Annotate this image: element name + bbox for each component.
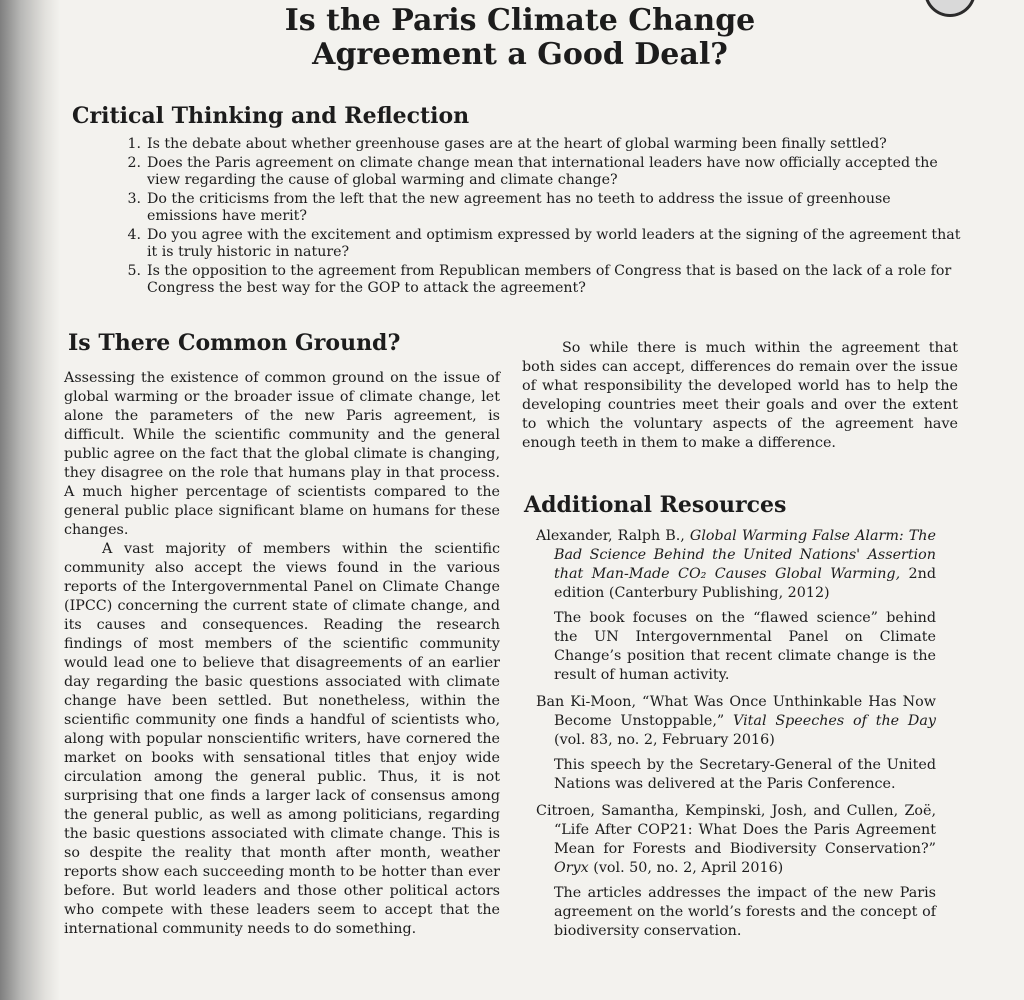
common-ground-heading: Is There Common Ground? xyxy=(68,330,401,356)
question-text: Does the Paris agreement on climate change mean that international leaders have now officially accepted the view regarding the cause of global warming and climate change? xyxy=(147,154,938,188)
question-item xyxy=(115,155,965,190)
resource-details: (vol. 83, no. 2, February 2016) xyxy=(554,732,775,748)
resources-list xyxy=(536,527,936,949)
page-corner-mark xyxy=(924,0,976,17)
question-item xyxy=(115,227,965,262)
resource-author: Ban Ki-Moon, “What Was Once Unthinkable Has Now Become Unstoppable,” xyxy=(536,694,936,729)
body-paragraph: Assessing the existence of common ground on the issue of global warming or the broader issue of climate change, let alone the parameters of the new Paris agreement, is difficult. While the scientific community and the general public agree on the fact that the global climate is changing, they disagree on the role that humans play in that process. A much higher percentage of scientists compared to the general public place significant blame on humans for these changes. xyxy=(64,370,500,538)
common-ground-left-column xyxy=(64,369,500,939)
resource-details: (vol. 50, no. 2, April 2016) xyxy=(588,860,784,876)
body-paragraph: So while there is much within the agreement that both sides can accept, differences do remain over the issue of what responsibility the developed world has to help the developing countries meet their goals and over the extent to which the voluntary aspects of the agreement have enough teeth in them to make a difference. xyxy=(522,340,958,451)
question-text: Is the opposition to the agreement from Republican members of Congress that is based on the lack of a role for Congress the best way for the GOP to attack the agreement? xyxy=(147,262,952,296)
resource-description: This speech by the Secretary-General of the United Nations was delivered at the Paris Conference. xyxy=(554,757,936,792)
resource-citation xyxy=(536,693,936,750)
question-item xyxy=(115,136,965,154)
question-text: Is the debate about whether greenhouse gases are at the heart of global warming been finally settled? xyxy=(147,136,887,152)
question-text: Do the criticisms from the left that the new agreement has no teeth to address the issue of greenhouse emissions have merit? xyxy=(147,190,891,224)
resource-entry xyxy=(536,693,936,794)
resource-details: 2nd edition (Canterbury Publishing, 2012) xyxy=(554,566,936,601)
resource-author: Citroen, Samantha, Kempinski, Josh, and Cullen, Zoë, “Life After COP21: What Does the Paris Agreement Mean for Forests and Biodiversity Conservation?” xyxy=(536,803,936,857)
resource-description: The articles addresses the impact of the new Paris agreement on the world’s forests and the concept of biodiversity conservation. xyxy=(554,885,936,939)
question-item xyxy=(115,191,965,226)
resource-entry xyxy=(536,527,936,685)
question-number: 4. xyxy=(127,226,141,243)
page-title xyxy=(130,4,910,72)
resource-citation xyxy=(536,527,936,603)
additional-resources-heading: Additional Resources xyxy=(524,492,787,518)
question-number: 2. xyxy=(127,154,141,171)
page-binding-shadow xyxy=(0,0,60,1000)
question-text: Do you agree with the excitement and optimism expressed by world leaders at the signing of the agreement that it is truly historic in nature? xyxy=(147,226,961,260)
question-number: 5. xyxy=(127,262,141,279)
resource-title: Global Warming False Alarm: The Bad Science Behind the United Nations' Assertion that Man-Made CO₂ Causes Global Warming, xyxy=(554,528,936,582)
question-number: 3. xyxy=(127,190,141,207)
resource-title: Oryx xyxy=(554,860,589,876)
resource-author: Alexander, Ralph B., xyxy=(536,528,690,544)
resource-entry xyxy=(536,802,936,941)
question-item xyxy=(115,263,965,298)
body-paragraph: A vast majority of members within the scientific community also accept the views found in the various reports of the Intergovernmental Panel on Climate Change (IPCC) concerning the current state of climate change, and its causes and consequences. Reading the research findings of most members of the scientific community would lead one to believe that disagreements of an earlier day regarding the basic questions associated with climate change have been settled. But nonetheless, within the scientific community one finds a handful of scientists who, along with popular nonscientific writers, have cornered the market on books with sensational titles that enjoy wide circulation among the general public. Thus, it is not surprising that one finds a larger lack of consensus among the general public, as well as among politicians, regarding the basic questions associated with climate change. This is so despite the reality that month after month, weather reports show each succeeding month to be hotter than ever before. But world leaders and those other political actors who compete with these leaders seem to accept that the international community needs to do something. xyxy=(64,541,500,937)
reflection-questions-list xyxy=(115,136,965,299)
critical-thinking-heading: Critical Thinking and Reflection xyxy=(72,103,470,129)
question-number: 1. xyxy=(127,136,141,152)
title-line-2: Agreement a Good Deal? xyxy=(312,37,728,72)
resource-description: The book focuses on the “flawed science” behind the UN Intergovernmental Panel on Climate Change’s position that recent climate change is the result of human activity. xyxy=(554,610,936,683)
resource-citation xyxy=(536,802,936,878)
resource-title: Vital Speeches of the Day xyxy=(733,713,936,729)
title-line-1: Is the Paris Climate Change xyxy=(284,3,756,38)
